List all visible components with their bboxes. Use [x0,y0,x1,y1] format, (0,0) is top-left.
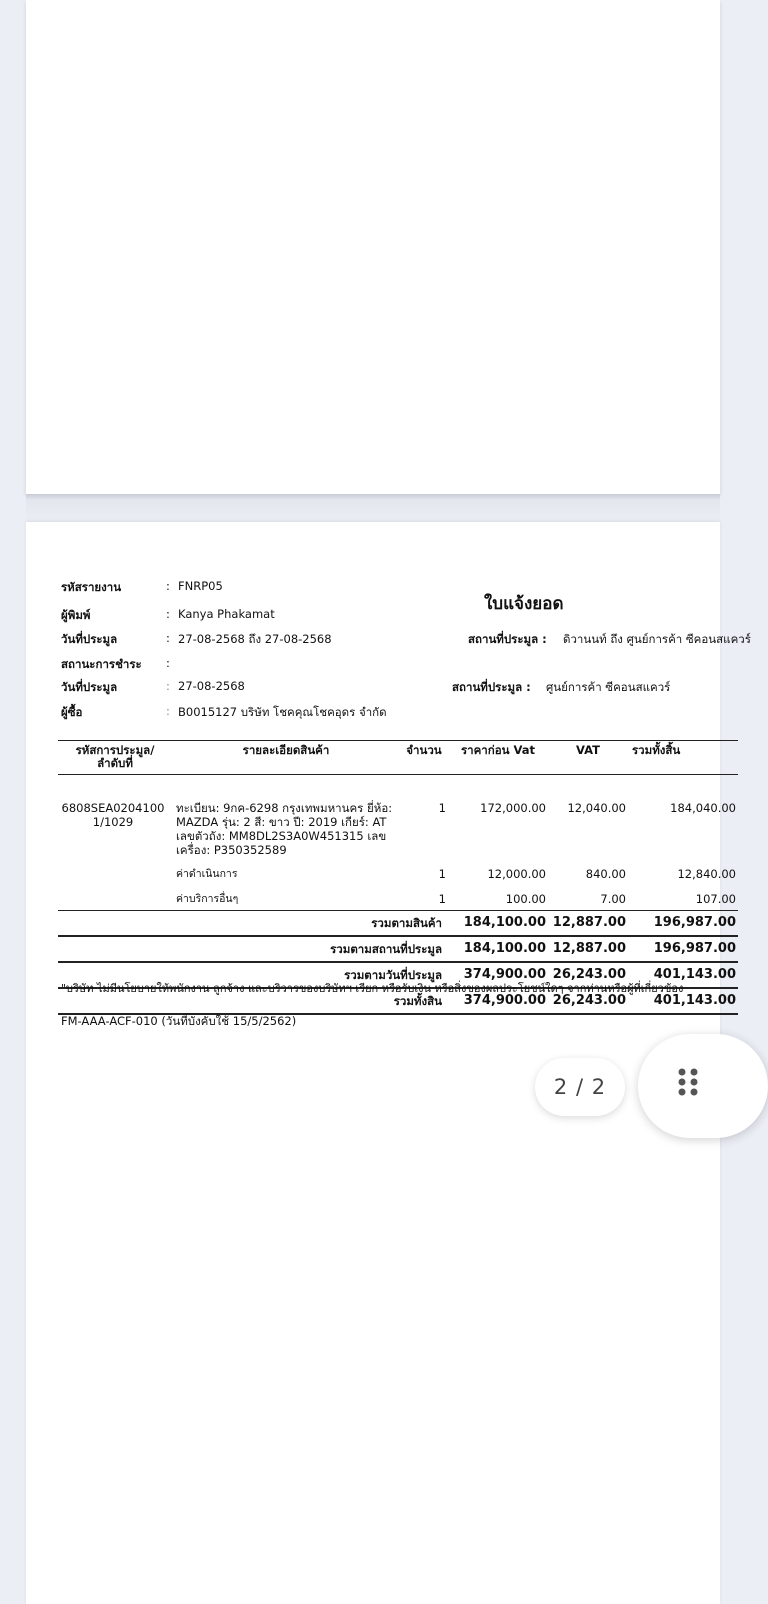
report-code-label: รหัสรายงาน [61,580,122,594]
cell-vat: 7.00 [600,892,626,906]
printer-value: Kanya Phakamat [178,607,275,621]
summary-row-by-location [58,936,738,962]
auction-date-label: วันที่ประมูล [61,632,118,646]
payment-status-label: สถานะการชำระ [61,657,142,671]
auction-date2-label: วันที่ประมูล [61,680,118,694]
form-number: FM-AAA-ACF-010 (วันที่บังคับใช้ 15/5/2562) [61,1014,297,1028]
location-label: สถานที่ประมูล : [468,632,547,646]
printer-colon: : [166,607,170,621]
summary-price: 184,100.00 [448,936,548,962]
summary-vat: 12,887.00 [548,936,628,962]
summary-total: 401,143.00 [628,962,738,988]
payment-status-colon: : [166,656,170,670]
printer-label: ผู้พิมพ์ [61,608,91,622]
report-code-colon: : [166,579,170,593]
col-header-auction-code: รหัสการประมูล/ ลำดับที่ [58,741,172,775]
policy-footnote: "บริษัท ไม่มีนโยบายให้พนักงาน ลูกจ้าง และบริวารของบริษัทฯ เรียก หรือรับเงิน หรือสิ่งของผลประโยชน์ใดๆ จากท่านหรือผู้ที่เกี่ยวข้อง [61,982,684,995]
cell-total: 107.00 [695,892,736,906]
cell-price: 172,000.00 [480,801,546,815]
summary-row-by-item [58,911,738,937]
page-separator [26,494,720,522]
summary-total: 401,143.00 [628,988,738,1014]
location-range: ดิวานนท์ ถึง ศูนย์การค้า ซีคอนสแควร์ [563,632,751,646]
summary-label: รวมทั้งสิน [58,988,448,1014]
summary-label: รวมตามสินค้า [58,911,448,937]
summary-price: 184,100.00 [448,911,548,937]
auction-date2-colon: : [166,679,170,693]
auction-date-range: 27-08-2568 ถึง 27-08-2568 [178,632,332,646]
cell-price: 12,000.00 [487,867,546,881]
grid-dots-icon [676,1068,700,1104]
summary-vat: 26,243.00 [548,962,628,988]
col-header-price: ราคาก่อน Vat [448,741,548,775]
summary-price: 374,900.00 [448,962,548,988]
cell-code [58,867,172,892]
cell-qty: 1 [438,892,446,906]
table-row [58,867,738,892]
summary-label: รวมตามสถานที่ประมูล [58,936,448,962]
summary-vat: 26,243.00 [548,988,628,1014]
auction-date-colon: : [166,631,170,645]
cell-vat: 12,040.00 [567,801,626,815]
document-title: ใบแจ้งยอด [484,594,564,614]
table-row [58,775,738,868]
items-table [58,740,738,1015]
cell-code [58,892,172,911]
col-header-total: รวมทั้งสิ้น [628,741,738,775]
summary-price: 374,900.00 [448,988,548,1014]
location2-label: สถานที่ประมูล : [452,680,531,694]
cell-detail: ทะเบียน: 9กค-6298 กรุงเทพมหานคร ยี่ห้อ: MAZDA รุ่น: 2 สี: ขาว ปี: 2019 เกียร์: AT เลขตัวถัง: MM8DL2S3A0W451315 เลขเครื่อง: P350352589 [176,801,393,857]
viewer-menu-button[interactable] [638,1034,768,1138]
summary-vat: 12,887.00 [548,911,628,937]
buyer-value: B0015127 บริษัท โชคคุณโชคอุดร จำกัด [178,705,387,719]
table-row [58,892,738,911]
pdf-page-1 [26,0,720,494]
table-header-row [58,741,738,775]
summary-total: 196,987.00 [628,911,738,937]
summary-total: 196,987.00 [628,936,738,962]
col-header-detail: รายละเอียดสินค้า [172,741,400,775]
cell-vat: 840.00 [585,867,626,881]
cell-price: 100.00 [505,892,546,906]
buyer-label: ผู้ซื้อ [61,705,83,719]
cell-total: 184,040.00 [670,801,736,815]
cell-detail: ค่าบริการอื่นๆ [176,893,239,905]
buyer-colon: : [166,704,170,718]
cell-qty: 1 [438,867,446,881]
cell-qty: 1 [438,801,446,815]
location2-value: ศูนย์การค้า ซีคอนสแควร์ [546,680,671,694]
cell-code: 6808SEA0204100 1/1029 [61,801,165,829]
page-indicator[interactable]: 2 / 2 [535,1058,625,1116]
col-header-vat: VAT [548,741,628,775]
cell-total: 12,840.00 [677,867,736,881]
cell-detail: ค่าดำเนินการ [176,868,238,880]
auction-date2-value: 27-08-2568 [178,679,245,693]
report-code-value: FNRP05 [178,579,223,593]
summary-label: รวมตามวันที่ประมูล [58,962,448,988]
col-header-qty: จำนวน [400,741,448,775]
